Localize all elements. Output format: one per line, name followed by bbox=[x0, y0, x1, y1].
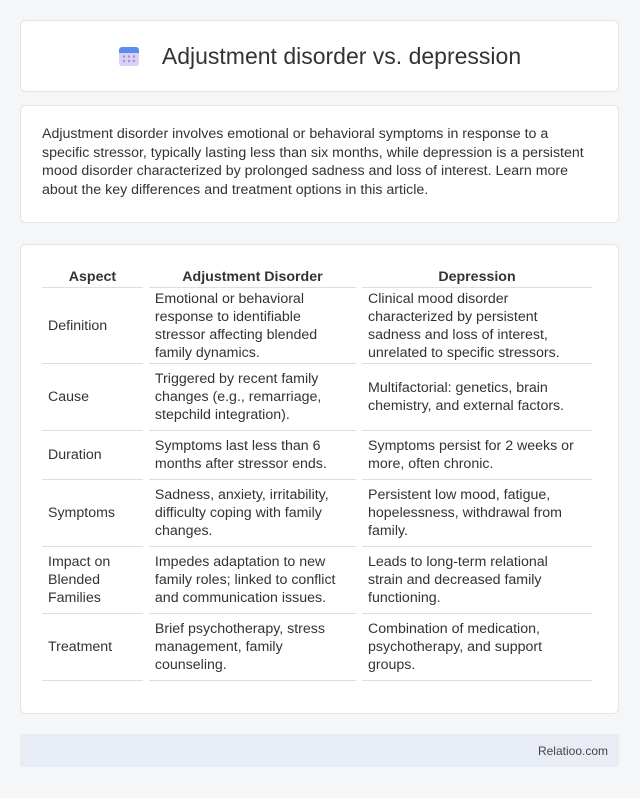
row-aspect: Impact on Blended Families bbox=[42, 547, 143, 614]
footer bbox=[20, 734, 619, 767]
row-adjustment: Triggered by recent family changes (e.g., remarriage, stepchild integration). bbox=[149, 364, 356, 431]
row-depression: Symptoms persist for 2 weeks or more, often chronic. bbox=[362, 431, 592, 480]
page-title: Adjustment disorder vs. depression bbox=[161, 42, 522, 69]
row-depression: Combination of medication, psychotherapy, and support groups. bbox=[362, 614, 592, 681]
row-adjustment: Emotional or behavioral response to identifiable stressor affecting blended family dynamics. bbox=[149, 288, 356, 364]
row-adjustment: Impedes adaptation to new family roles; linked to conflict and communication issues. bbox=[149, 547, 356, 614]
row-adjustment: Sadness, anxiety, irritability, difficulty coping with family changes. bbox=[149, 480, 356, 547]
row-depression: Clinical mood disorder characterized by persistent sadness and loss of interest, unrelated to specific stressors. bbox=[362, 288, 592, 364]
row-adjustment: Symptoms last less than 6 months after stressor ends. bbox=[149, 431, 356, 480]
row-aspect: Duration bbox=[42, 431, 143, 480]
table-row bbox=[42, 614, 592, 681]
row-depression: Multifactorial: genetics, brain chemistry, and external factors. bbox=[362, 364, 592, 431]
table-row bbox=[42, 364, 592, 431]
table-row bbox=[42, 547, 592, 614]
calendar-icon bbox=[118, 45, 140, 67]
intro-text: Adjustment disorder involves emotional or behavioral symptoms in response to a specific stressor, typically lasting less than six months, while depression is a persistent mood disorder characterized by prolonged sadness and loss of interest. Learn more about the key differences and treatment options in this article. bbox=[42, 126, 584, 199]
row-aspect: Cause bbox=[42, 364, 143, 431]
table-header-row bbox=[42, 265, 592, 288]
table-row bbox=[42, 480, 592, 547]
row-depression: Persistent low mood, fatigue, hopelessness, withdrawal from family. bbox=[362, 480, 592, 547]
row-depression: Leads to long-term relational strain and decreased family functioning. bbox=[362, 547, 592, 614]
header-aspect: Aspect bbox=[42, 265, 143, 288]
row-adjustment: Brief psychotherapy, stress management, family counseling. bbox=[149, 614, 356, 681]
footer-brand[interactable]: Relatioo.com bbox=[537, 743, 608, 758]
row-aspect: Symptoms bbox=[42, 480, 143, 547]
intro-card bbox=[20, 105, 619, 223]
comparison-table bbox=[36, 265, 598, 681]
table-row bbox=[42, 431, 592, 480]
header-depression: Depression bbox=[362, 265, 592, 288]
row-aspect: Treatment bbox=[42, 614, 143, 681]
comparison-card bbox=[20, 244, 619, 714]
table-row bbox=[42, 288, 592, 364]
row-aspect: Definition bbox=[42, 288, 143, 364]
title-card bbox=[20, 20, 619, 92]
header-adjustment-disorder: Adjustment Disorder bbox=[149, 265, 356, 288]
